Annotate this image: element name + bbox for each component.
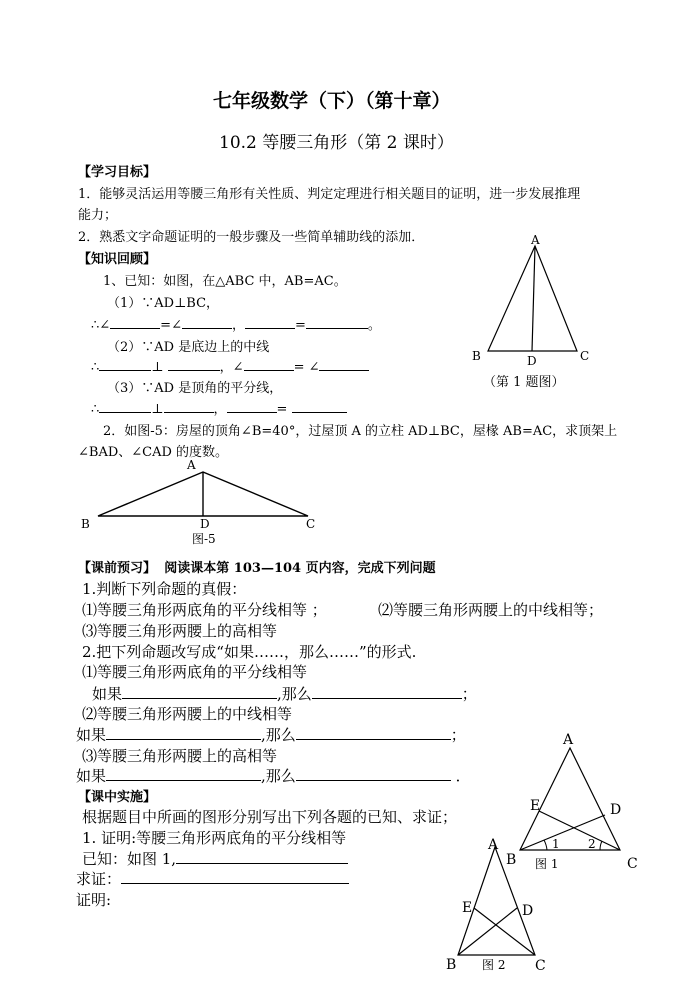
preview-q2b: ⑵等腰三角形两腰上的中线相等 bbox=[82, 705, 293, 723]
label-d: D bbox=[522, 903, 534, 919]
inclass-instruction: 根据题目中所画的图形分别写出下列各题的已知、求证； bbox=[82, 808, 458, 826]
ifthen-line-3: 如果 ,那么 ． bbox=[76, 767, 471, 785]
blank[interactable] bbox=[319, 356, 369, 371]
ifthen-line-2: 如果 ,那么 ； bbox=[76, 726, 466, 744]
label-b: B bbox=[446, 957, 457, 973]
goal-1: 1．能够灵活运用等腰三角形有关性质、判定定理进行相关题目的证明，进一步发展推理 bbox=[78, 187, 581, 202]
blank[interactable] bbox=[122, 684, 277, 699]
blank[interactable] bbox=[176, 849, 348, 864]
known-line: 已知：如图 1, bbox=[82, 848, 348, 869]
preview-q1c: ⑶等腰三角形两腰上的高相等 bbox=[82, 622, 278, 640]
figure-caption: （第 1 题图） bbox=[483, 375, 565, 390]
blank[interactable] bbox=[244, 356, 294, 371]
preview-q1: 1.判断下列命题的真假： bbox=[82, 580, 247, 598]
label-c: C bbox=[535, 958, 546, 974]
blank[interactable] bbox=[296, 725, 451, 740]
label-c: C bbox=[306, 517, 316, 531]
section-heading-inclass: 【课中实施】 bbox=[78, 790, 157, 805]
review-question-1: 1、已知：如图，在△ABC 中，AB=AC。 bbox=[103, 274, 347, 289]
label-a: A bbox=[488, 837, 499, 853]
angle-2-arc bbox=[600, 841, 602, 850]
page-subtitle: 10.2 等腰三角形（第 2 课时） bbox=[219, 133, 454, 153]
blank[interactable] bbox=[292, 398, 347, 413]
label-c: C bbox=[627, 856, 638, 872]
review-line-3: （2）∵AD 是底边上的中线 bbox=[107, 340, 270, 355]
ifthen-line-1: 如果 ,那么 ； bbox=[92, 685, 477, 703]
inclass-q1: 1. 证明:等腰三角形两底角的平分线相等 bbox=[82, 829, 347, 847]
prove-line: 求证： bbox=[76, 868, 349, 889]
blank[interactable] bbox=[182, 314, 232, 329]
preview-q2: 2.把下列命题改写成“如果……，那么……”的形式. bbox=[82, 643, 417, 661]
segment-ad bbox=[532, 246, 535, 351]
preview-q2a: ⑴等腰三角形两底角的平分线相等 bbox=[82, 663, 308, 681]
blank[interactable] bbox=[106, 725, 261, 740]
review-question-2-cont: ∠BAD、∠CAD 的度数。 bbox=[78, 445, 229, 460]
blank[interactable] bbox=[164, 398, 214, 413]
page-title: 七年级数学（下）（第十章） bbox=[213, 90, 451, 112]
blank[interactable] bbox=[245, 314, 295, 329]
blank[interactable] bbox=[99, 398, 151, 413]
figure-review-1 bbox=[465, 232, 605, 392]
blank[interactable] bbox=[296, 766, 451, 781]
review-line-1: （1）∵AD⊥BC， bbox=[107, 296, 220, 311]
label-b: B bbox=[506, 852, 517, 868]
blank[interactable] bbox=[306, 314, 368, 329]
blank[interactable] bbox=[312, 684, 462, 699]
label-b: B bbox=[472, 349, 481, 363]
blank[interactable] bbox=[168, 356, 220, 371]
review-question-2: 2．如图-5：房屋的顶角∠B=40°，过屋顶 A 的立柱 AD⊥BC，屋椽 AB=AC，求顶架上 bbox=[103, 424, 618, 439]
label-d: D bbox=[610, 802, 622, 818]
label-a: A bbox=[187, 458, 196, 472]
goal-1-cont: 能力； bbox=[78, 208, 118, 223]
angle-1-label: 1 bbox=[552, 837, 560, 851]
section-heading-goals: 【学习目标】 bbox=[78, 165, 157, 180]
label-d: D bbox=[527, 354, 537, 368]
label-e: E bbox=[530, 798, 541, 814]
blank[interactable] bbox=[227, 398, 277, 413]
label-c: C bbox=[580, 349, 590, 363]
review-line-2: ∴∠ =∠ ， = 。 bbox=[91, 314, 381, 333]
preview-q1b: ⑵等腰三角形两腰上的中线相等； bbox=[378, 601, 604, 619]
blank[interactable] bbox=[99, 356, 151, 371]
blank[interactable] bbox=[121, 869, 349, 884]
section-heading-review: 【知识回顾】 bbox=[78, 252, 157, 267]
proof-line: 证明: bbox=[76, 891, 112, 909]
preview-q1a: ⑴等腰三角形两底角的平分线相等 ； bbox=[82, 601, 327, 619]
label-a: A bbox=[563, 732, 574, 748]
review-line-6: ∴ ⊥ ， = bbox=[91, 398, 347, 417]
review-line-4: ∴ ⊥ ，∠ = ∠ bbox=[91, 356, 369, 375]
label-e: E bbox=[462, 900, 473, 916]
preview-q2c: ⑶等腰三角形两腰上的高相等 bbox=[82, 747, 278, 765]
blank[interactable] bbox=[106, 766, 261, 781]
angle-2-label: 2 bbox=[588, 837, 596, 851]
figure-caption: 图 1 bbox=[535, 857, 559, 871]
blank[interactable] bbox=[110, 314, 160, 329]
figure-roof bbox=[75, 455, 330, 550]
label-d: D bbox=[200, 517, 210, 531]
figure-inclass-2 bbox=[440, 835, 560, 980]
figure-caption: 图-5 bbox=[192, 532, 216, 546]
figure-caption: 图 2 bbox=[482, 958, 506, 972]
goal-2: 2．熟悉文字命题证明的一般步骤及一些简单辅助线的添加． bbox=[78, 230, 425, 245]
review-line-5: （3）∵AD 是顶角的平分线， bbox=[107, 381, 283, 396]
label-b: B bbox=[81, 517, 90, 531]
section-heading-preview: 【课前预习】 阅读课本第 103—104 页内容，完成下列问题 bbox=[78, 561, 436, 576]
label-a: A bbox=[531, 233, 540, 247]
